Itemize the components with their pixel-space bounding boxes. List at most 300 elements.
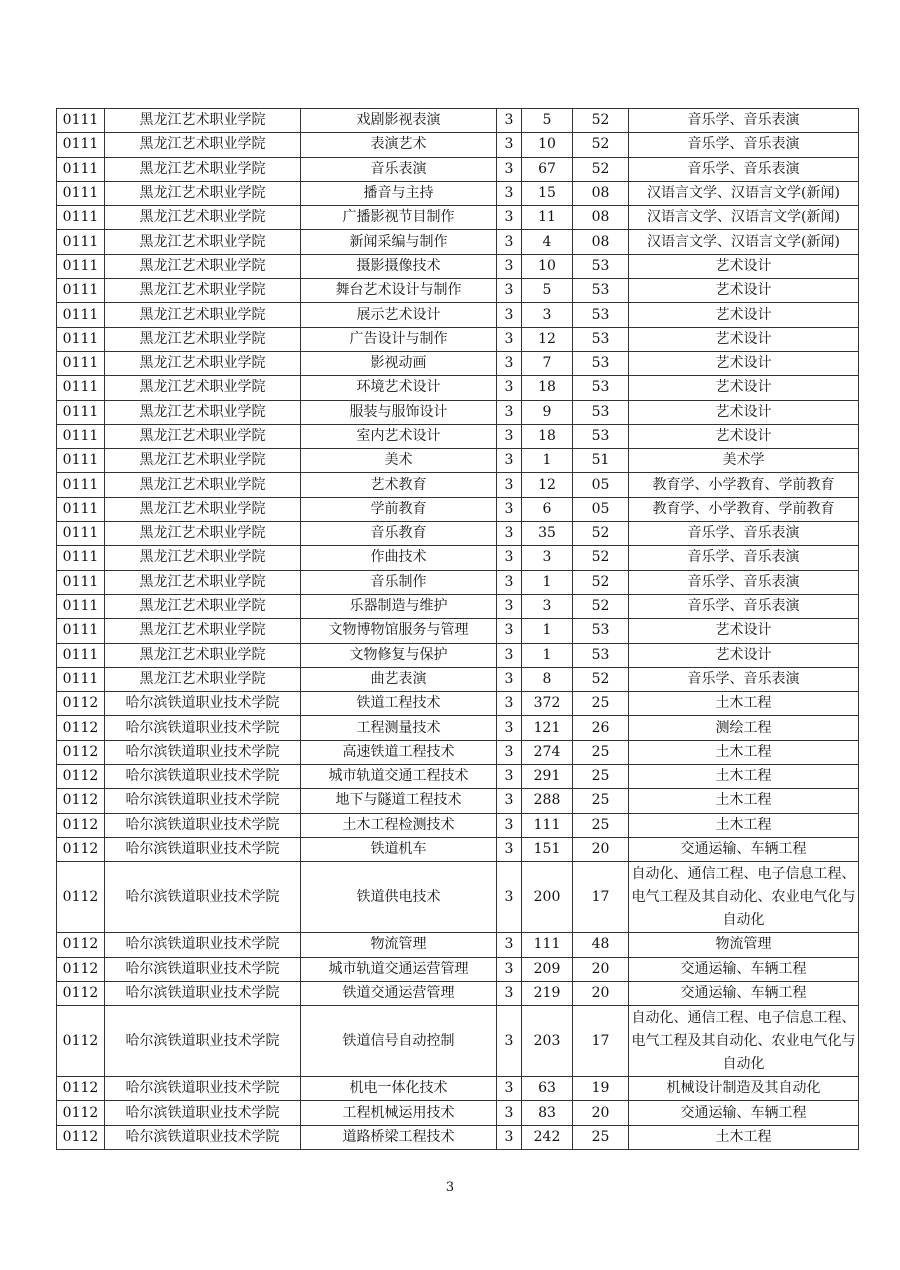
school-code-cell: 0111 — [57, 254, 105, 278]
subject-code-cell: 05 — [573, 473, 629, 497]
school-name-cell: 哈尔滨铁道职业技术学院 — [105, 837, 301, 861]
table-row — [57, 327, 859, 351]
bachelor-major-cell: 音乐学、音乐表演 — [629, 594, 859, 618]
bachelor-major-cell: 音乐学、音乐表演 — [629, 667, 859, 691]
school-code-cell: 0111 — [57, 546, 105, 570]
subject-code-cell: 17 — [573, 862, 629, 933]
school-name-cell: 哈尔滨铁道职业技术学院 — [105, 1101, 301, 1125]
school-code-cell: 0112 — [57, 957, 105, 981]
school-code-cell: 0112 — [57, 789, 105, 813]
table-row — [57, 279, 859, 303]
years-cell: 3 — [497, 957, 522, 981]
bachelor-major-cell: 机械设计制造及其自动化 — [629, 1077, 859, 1101]
school-name-cell: 黑龙江艺术职业学院 — [105, 643, 301, 667]
plan-count-cell: 10 — [522, 133, 573, 157]
table-row — [57, 837, 859, 861]
table-row — [57, 230, 859, 254]
table-row — [57, 424, 859, 448]
table-row — [57, 765, 859, 789]
years-cell: 3 — [497, 1006, 522, 1077]
table-row — [57, 497, 859, 521]
school-name-cell: 黑龙江艺术职业学院 — [105, 619, 301, 643]
subject-code-cell: 52 — [573, 157, 629, 181]
major-name-cell: 铁道交通运营管理 — [301, 981, 497, 1005]
subject-code-cell: 53 — [573, 279, 629, 303]
subject-code-cell: 08 — [573, 230, 629, 254]
school-name-cell: 哈尔滨铁道职业技术学院 — [105, 933, 301, 957]
major-name-cell: 舞台艺术设计与制作 — [301, 279, 497, 303]
major-name-cell: 戏剧影视表演 — [301, 109, 497, 133]
school-name-cell: 黑龙江艺术职业学院 — [105, 351, 301, 375]
years-cell: 3 — [497, 254, 522, 278]
major-name-cell: 城市轨道交通工程技术 — [301, 765, 497, 789]
years-cell: 3 — [497, 351, 522, 375]
years-cell: 3 — [497, 376, 522, 400]
table-row — [57, 933, 859, 957]
plan-count-cell: 1 — [522, 619, 573, 643]
major-name-cell: 机电一体化技术 — [301, 1077, 497, 1101]
years-cell: 3 — [497, 716, 522, 740]
years-cell: 3 — [497, 981, 522, 1005]
years-cell: 3 — [497, 862, 522, 933]
subject-code-cell: 20 — [573, 837, 629, 861]
bachelor-major-cell: 自动化、通信工程、电子信息工程、电气工程及其自动化、农业电气化与自动化 — [629, 862, 859, 933]
subject-code-cell: 53 — [573, 424, 629, 448]
table-row — [57, 594, 859, 618]
school-name-cell: 黑龙江艺术职业学院 — [105, 303, 301, 327]
school-code-cell: 0111 — [57, 643, 105, 667]
subject-code-cell: 08 — [573, 181, 629, 205]
school-name-cell: 黑龙江艺术职业学院 — [105, 181, 301, 205]
years-cell: 3 — [497, 400, 522, 424]
school-name-cell: 黑龙江艺术职业学院 — [105, 230, 301, 254]
school-name-cell: 黑龙江艺术职业学院 — [105, 570, 301, 594]
school-name-cell: 哈尔滨铁道职业技术学院 — [105, 813, 301, 837]
subject-code-cell: 25 — [573, 1125, 629, 1149]
bachelor-major-cell: 音乐学、音乐表演 — [629, 570, 859, 594]
table-row — [57, 789, 859, 813]
school-name-cell: 哈尔滨铁道职业技术学院 — [105, 1125, 301, 1149]
bachelor-major-cell: 汉语言文学、汉语言文学(新闻) — [629, 206, 859, 230]
years-cell: 3 — [497, 789, 522, 813]
major-name-cell: 土木工程检测技术 — [301, 813, 497, 837]
school-code-cell: 0112 — [57, 1006, 105, 1077]
school-code-cell: 0111 — [57, 351, 105, 375]
years-cell: 3 — [497, 619, 522, 643]
school-code-cell: 0112 — [57, 862, 105, 933]
years-cell: 3 — [497, 303, 522, 327]
school-name-cell: 黑龙江艺术职业学院 — [105, 133, 301, 157]
table-row — [57, 619, 859, 643]
subject-code-cell: 52 — [573, 570, 629, 594]
table-row — [57, 206, 859, 230]
school-name-cell: 黑龙江艺术职业学院 — [105, 594, 301, 618]
plan-count-cell: 67 — [522, 157, 573, 181]
major-name-cell: 摄影摄像技术 — [301, 254, 497, 278]
bachelor-major-cell: 物流管理 — [629, 933, 859, 957]
major-name-cell: 工程测量技术 — [301, 716, 497, 740]
years-cell: 3 — [497, 643, 522, 667]
subject-code-cell: 25 — [573, 692, 629, 716]
major-name-cell: 作曲技术 — [301, 546, 497, 570]
plan-count-cell: 7 — [522, 351, 573, 375]
subject-code-cell: 52 — [573, 133, 629, 157]
plan-count-cell: 203 — [522, 1006, 573, 1077]
school-name-cell: 哈尔滨铁道职业技术学院 — [105, 862, 301, 933]
school-name-cell: 黑龙江艺术职业学院 — [105, 424, 301, 448]
school-name-cell: 哈尔滨铁道职业技术学院 — [105, 789, 301, 813]
bachelor-major-cell: 艺术设计 — [629, 400, 859, 424]
major-name-cell: 工程机械运用技术 — [301, 1101, 497, 1125]
table-row — [57, 449, 859, 473]
table-row — [57, 862, 859, 933]
plan-count-cell: 8 — [522, 667, 573, 691]
bachelor-major-cell: 交通运输、车辆工程 — [629, 1101, 859, 1125]
plan-count-cell: 111 — [522, 813, 573, 837]
years-cell: 3 — [497, 424, 522, 448]
school-code-cell: 0111 — [57, 400, 105, 424]
major-name-cell: 地下与隧道工程技术 — [301, 789, 497, 813]
years-cell: 3 — [497, 765, 522, 789]
school-code-cell: 0111 — [57, 570, 105, 594]
major-name-cell: 广播影视节目制作 — [301, 206, 497, 230]
years-cell: 3 — [497, 933, 522, 957]
major-name-cell: 铁道供电技术 — [301, 862, 497, 933]
subject-code-cell: 52 — [573, 522, 629, 546]
school-name-cell: 哈尔滨铁道职业技术学院 — [105, 765, 301, 789]
school-code-cell: 0111 — [57, 157, 105, 181]
major-name-cell: 音乐制作 — [301, 570, 497, 594]
table-row — [57, 400, 859, 424]
school-name-cell: 哈尔滨铁道职业技术学院 — [105, 692, 301, 716]
bachelor-major-cell: 音乐学、音乐表演 — [629, 109, 859, 133]
plan-count-cell: 12 — [522, 327, 573, 351]
subject-code-cell: 53 — [573, 643, 629, 667]
school-code-cell: 0111 — [57, 594, 105, 618]
subject-code-cell: 25 — [573, 813, 629, 837]
bachelor-major-cell: 交通运输、车辆工程 — [629, 957, 859, 981]
major-name-cell: 播音与主持 — [301, 181, 497, 205]
subject-code-cell: 48 — [573, 933, 629, 957]
major-name-cell: 广告设计与制作 — [301, 327, 497, 351]
school-code-cell: 0111 — [57, 279, 105, 303]
subject-code-cell: 20 — [573, 1101, 629, 1125]
major-name-cell: 铁道机车 — [301, 837, 497, 861]
years-cell: 3 — [497, 522, 522, 546]
plan-count-cell: 83 — [522, 1101, 573, 1125]
school-name-cell: 黑龙江艺术职业学院 — [105, 206, 301, 230]
major-name-cell: 学前教育 — [301, 497, 497, 521]
plan-count-cell: 1 — [522, 643, 573, 667]
table-row — [57, 1101, 859, 1125]
subject-code-cell: 25 — [573, 740, 629, 764]
plan-count-cell: 372 — [522, 692, 573, 716]
school-name-cell: 哈尔滨铁道职业技术学院 — [105, 1006, 301, 1077]
school-code-cell: 0111 — [57, 327, 105, 351]
table-row — [57, 109, 859, 133]
subject-code-cell: 53 — [573, 351, 629, 375]
table-row — [57, 740, 859, 764]
school-code-cell: 0111 — [57, 206, 105, 230]
school-code-cell: 0112 — [57, 933, 105, 957]
bachelor-major-cell: 土木工程 — [629, 765, 859, 789]
bachelor-major-cell: 音乐学、音乐表演 — [629, 157, 859, 181]
plan-count-cell: 5 — [522, 279, 573, 303]
school-code-cell: 0112 — [57, 740, 105, 764]
school-name-cell: 黑龙江艺术职业学院 — [105, 449, 301, 473]
bachelor-major-cell: 测绘工程 — [629, 716, 859, 740]
bachelor-major-cell: 土木工程 — [629, 692, 859, 716]
subject-code-cell: 05 — [573, 497, 629, 521]
plan-count-cell: 4 — [522, 230, 573, 254]
subject-code-cell: 53 — [573, 254, 629, 278]
subject-code-cell: 52 — [573, 109, 629, 133]
subject-code-cell: 19 — [573, 1077, 629, 1101]
school-code-cell: 0111 — [57, 424, 105, 448]
major-name-cell: 文物博物馆服务与管理 — [301, 619, 497, 643]
table-row — [57, 716, 859, 740]
plan-count-cell: 18 — [522, 376, 573, 400]
major-name-cell: 美术 — [301, 449, 497, 473]
subject-code-cell: 17 — [573, 1006, 629, 1077]
school-code-cell: 0111 — [57, 109, 105, 133]
table-row — [57, 692, 859, 716]
bachelor-major-cell: 艺术设计 — [629, 303, 859, 327]
bachelor-major-cell: 音乐学、音乐表演 — [629, 522, 859, 546]
subject-code-cell: 53 — [573, 303, 629, 327]
table-row — [57, 351, 859, 375]
school-code-cell: 0112 — [57, 1101, 105, 1125]
school-code-cell: 0111 — [57, 449, 105, 473]
table-row — [57, 667, 859, 691]
table-row — [57, 522, 859, 546]
bachelor-major-cell: 交通运输、车辆工程 — [629, 981, 859, 1005]
table-row — [57, 643, 859, 667]
plan-count-cell: 6 — [522, 497, 573, 521]
plan-count-cell: 12 — [522, 473, 573, 497]
bachelor-major-cell: 艺术设计 — [629, 424, 859, 448]
bachelor-major-cell: 教育学、小学教育、学前教育 — [629, 473, 859, 497]
plan-count-cell: 9 — [522, 400, 573, 424]
years-cell: 3 — [497, 570, 522, 594]
subject-code-cell: 25 — [573, 789, 629, 813]
bachelor-major-cell: 音乐学、音乐表演 — [629, 546, 859, 570]
major-name-cell: 影视动画 — [301, 351, 497, 375]
major-name-cell: 曲艺表演 — [301, 667, 497, 691]
bachelor-major-cell: 汉语言文学、汉语言文学(新闻) — [629, 181, 859, 205]
table-row — [57, 254, 859, 278]
plan-count-cell: 242 — [522, 1125, 573, 1149]
bachelor-major-cell: 艺术设计 — [629, 351, 859, 375]
subject-code-cell: 25 — [573, 765, 629, 789]
plan-count-cell: 10 — [522, 254, 573, 278]
major-name-cell: 环境艺术设计 — [301, 376, 497, 400]
school-name-cell: 哈尔滨铁道职业技术学院 — [105, 740, 301, 764]
major-name-cell: 铁道信号自动控制 — [301, 1006, 497, 1077]
bachelor-major-cell: 汉语言文学、汉语言文学(新闻) — [629, 230, 859, 254]
school-name-cell: 黑龙江艺术职业学院 — [105, 157, 301, 181]
table-row — [57, 157, 859, 181]
subject-code-cell: 20 — [573, 981, 629, 1005]
subject-code-cell: 20 — [573, 957, 629, 981]
subject-code-cell: 53 — [573, 400, 629, 424]
subject-code-cell: 53 — [573, 327, 629, 351]
major-name-cell: 室内艺术设计 — [301, 424, 497, 448]
plan-count-cell: 288 — [522, 789, 573, 813]
table-row — [57, 473, 859, 497]
bachelor-major-cell: 教育学、小学教育、学前教育 — [629, 497, 859, 521]
school-code-cell: 0111 — [57, 473, 105, 497]
major-name-cell: 城市轨道交通运营管理 — [301, 957, 497, 981]
subject-code-cell: 53 — [573, 376, 629, 400]
plan-count-cell: 3 — [522, 303, 573, 327]
major-name-cell: 物流管理 — [301, 933, 497, 957]
years-cell: 3 — [497, 837, 522, 861]
school-code-cell: 0111 — [57, 230, 105, 254]
bachelor-major-cell: 美术学 — [629, 449, 859, 473]
subject-code-cell: 51 — [573, 449, 629, 473]
plan-count-cell: 3 — [522, 594, 573, 618]
school-name-cell: 黑龙江艺术职业学院 — [105, 400, 301, 424]
major-name-cell: 文物修复与保护 — [301, 643, 497, 667]
bachelor-major-cell: 艺术设计 — [629, 254, 859, 278]
subject-code-cell: 52 — [573, 546, 629, 570]
table-row — [57, 376, 859, 400]
years-cell: 3 — [497, 1077, 522, 1101]
school-name-cell: 黑龙江艺术职业学院 — [105, 254, 301, 278]
table-row — [57, 981, 859, 1005]
years-cell: 3 — [497, 133, 522, 157]
page-number: 3 — [445, 1180, 455, 1195]
bachelor-major-cell: 艺术设计 — [629, 376, 859, 400]
school-name-cell: 黑龙江艺术职业学院 — [105, 109, 301, 133]
plan-count-cell: 5 — [522, 109, 573, 133]
plan-count-cell: 15 — [522, 181, 573, 205]
years-cell: 3 — [497, 813, 522, 837]
years-cell: 3 — [497, 109, 522, 133]
school-code-cell: 0112 — [57, 1125, 105, 1149]
school-code-cell: 0111 — [57, 376, 105, 400]
school-code-cell: 0111 — [57, 133, 105, 157]
plan-count-cell: 121 — [522, 716, 573, 740]
school-name-cell: 黑龙江艺术职业学院 — [105, 546, 301, 570]
plan-count-cell: 35 — [522, 522, 573, 546]
bachelor-major-cell: 自动化、通信工程、电子信息工程、电气工程及其自动化、农业电气化与自动化 — [629, 1006, 859, 1077]
plan-count-cell: 63 — [522, 1077, 573, 1101]
school-code-cell: 0111 — [57, 619, 105, 643]
major-name-cell: 艺术教育 — [301, 473, 497, 497]
school-name-cell: 黑龙江艺术职业学院 — [105, 279, 301, 303]
school-code-cell: 0112 — [57, 813, 105, 837]
years-cell: 3 — [497, 546, 522, 570]
years-cell: 3 — [497, 279, 522, 303]
plan-count-cell: 209 — [522, 957, 573, 981]
bachelor-major-cell: 音乐学、音乐表演 — [629, 133, 859, 157]
school-code-cell: 0112 — [57, 1077, 105, 1101]
plan-count-cell: 11 — [522, 206, 573, 230]
table-row — [57, 181, 859, 205]
school-code-cell: 0111 — [57, 522, 105, 546]
years-cell: 3 — [497, 181, 522, 205]
subject-code-cell: 08 — [573, 206, 629, 230]
bachelor-major-cell: 土木工程 — [629, 813, 859, 837]
major-name-cell: 服装与服饰设计 — [301, 400, 497, 424]
school-code-cell: 0111 — [57, 303, 105, 327]
bachelor-major-cell: 艺术设计 — [629, 619, 859, 643]
school-code-cell: 0112 — [57, 716, 105, 740]
years-cell: 3 — [497, 327, 522, 351]
school-code-cell: 0111 — [57, 667, 105, 691]
school-code-cell: 0112 — [57, 837, 105, 861]
table-row — [57, 1125, 859, 1149]
major-name-cell: 新闻采编与制作 — [301, 230, 497, 254]
major-name-cell: 乐器制造与维护 — [301, 594, 497, 618]
school-name-cell: 黑龙江艺术职业学院 — [105, 327, 301, 351]
school-code-cell: 0112 — [57, 692, 105, 716]
years-cell: 3 — [497, 1125, 522, 1149]
school-code-cell: 0112 — [57, 765, 105, 789]
plan-count-cell: 200 — [522, 862, 573, 933]
bachelor-major-cell: 艺术设计 — [629, 327, 859, 351]
plan-count-cell: 18 — [522, 424, 573, 448]
school-name-cell: 哈尔滨铁道职业技术学院 — [105, 981, 301, 1005]
bachelor-major-cell: 土木工程 — [629, 1125, 859, 1149]
school-code-cell: 0111 — [57, 497, 105, 521]
school-name-cell: 哈尔滨铁道职业技术学院 — [105, 957, 301, 981]
school-code-cell: 0111 — [57, 181, 105, 205]
major-name-cell: 音乐表演 — [301, 157, 497, 181]
plan-count-cell: 1 — [522, 449, 573, 473]
school-name-cell: 黑龙江艺术职业学院 — [105, 497, 301, 521]
years-cell: 3 — [497, 230, 522, 254]
bachelor-major-cell: 土木工程 — [629, 740, 859, 764]
years-cell: 3 — [497, 594, 522, 618]
major-name-cell: 音乐教育 — [301, 522, 497, 546]
major-name-cell: 高速铁道工程技术 — [301, 740, 497, 764]
major-name-cell: 铁道工程技术 — [301, 692, 497, 716]
school-name-cell: 哈尔滨铁道职业技术学院 — [105, 1077, 301, 1101]
bachelor-major-cell: 土木工程 — [629, 789, 859, 813]
plan-count-cell: 219 — [522, 981, 573, 1005]
bachelor-major-cell: 艺术设计 — [629, 279, 859, 303]
bachelor-major-cell: 交通运输、车辆工程 — [629, 837, 859, 861]
school-name-cell: 黑龙江艺术职业学院 — [105, 522, 301, 546]
subject-code-cell: 53 — [573, 619, 629, 643]
plan-count-cell: 111 — [522, 933, 573, 957]
school-name-cell: 黑龙江艺术职业学院 — [105, 376, 301, 400]
years-cell: 3 — [497, 206, 522, 230]
plan-count-cell: 274 — [522, 740, 573, 764]
school-name-cell: 哈尔滨铁道职业技术学院 — [105, 716, 301, 740]
table-row — [57, 1006, 859, 1077]
school-name-cell: 黑龙江艺术职业学院 — [105, 473, 301, 497]
major-name-cell: 展示艺术设计 — [301, 303, 497, 327]
school-code-cell: 0112 — [57, 981, 105, 1005]
bachelor-major-cell: 艺术设计 — [629, 643, 859, 667]
years-cell: 3 — [497, 1101, 522, 1125]
years-cell: 3 — [497, 740, 522, 764]
enrollment-table — [56, 108, 859, 1150]
subject-code-cell: 26 — [573, 716, 629, 740]
major-name-cell: 道路桥梁工程技术 — [301, 1125, 497, 1149]
plan-count-cell: 291 — [522, 765, 573, 789]
major-name-cell: 表演艺术 — [301, 133, 497, 157]
table-row — [57, 1077, 859, 1101]
school-name-cell: 黑龙江艺术职业学院 — [105, 667, 301, 691]
years-cell: 3 — [497, 692, 522, 716]
years-cell: 3 — [497, 449, 522, 473]
table-row — [57, 303, 859, 327]
